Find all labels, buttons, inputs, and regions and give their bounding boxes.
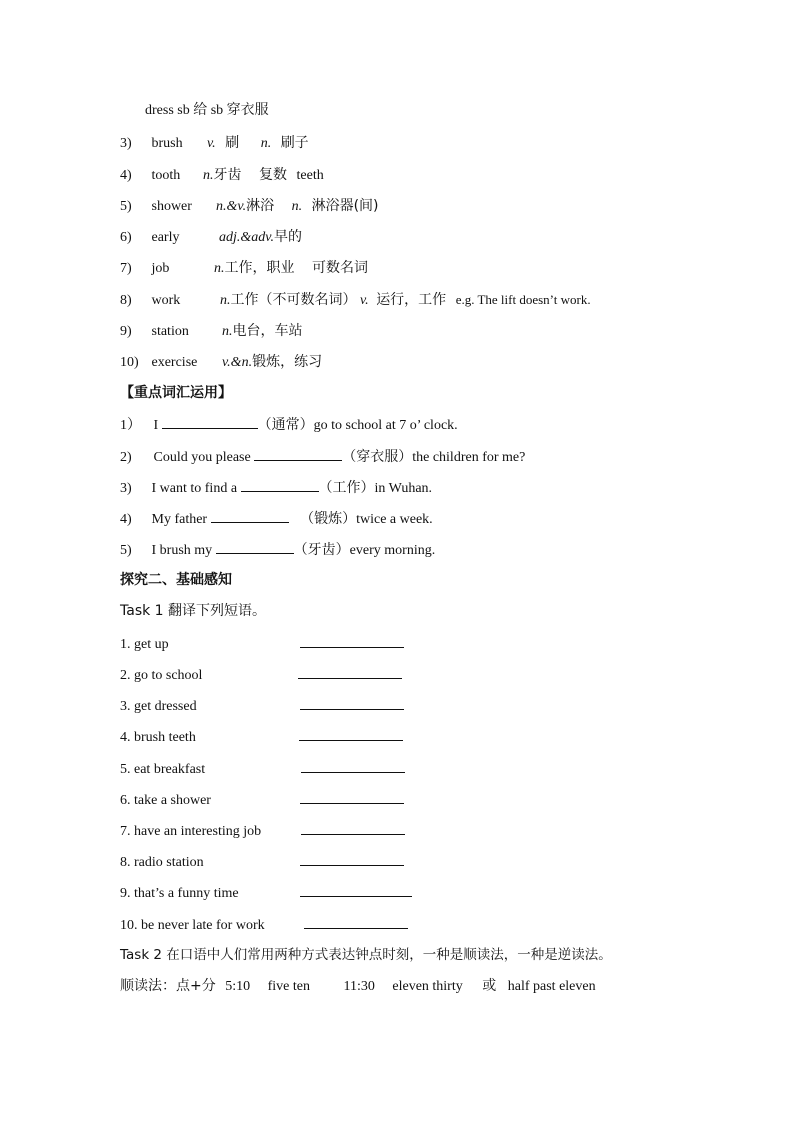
part-of-speech: n. <box>220 293 231 308</box>
vocab-word: exercise <box>151 355 198 370</box>
sentence-end: every morning. <box>349 543 436 558</box>
section-heading: 探究二、基础感知 <box>120 572 232 588</box>
hint: （穿衣服） <box>342 449 413 465</box>
answer-blank[interactable] <box>298 664 402 679</box>
answer-blank[interactable] <box>241 477 319 492</box>
phrase-text: 1. get up <box>120 637 169 652</box>
meaning: 淋浴 <box>246 198 275 214</box>
example-sentence: e.g. The lift doesn’t work. <box>455 292 591 307</box>
vocab-item-station <box>120 321 303 342</box>
vocab-item-job <box>120 258 368 279</box>
item-number: 4) <box>120 168 132 183</box>
sentence-start: I brush my <box>151 543 213 558</box>
plural-form: teeth <box>296 168 324 183</box>
example-time: 5:10 <box>225 979 251 994</box>
answer-blank[interactable] <box>300 789 404 804</box>
phrase-text: 9. that’s a funny time <box>120 886 239 901</box>
vocab-word: station <box>151 324 189 339</box>
sentence-end: twice a week. <box>356 512 433 527</box>
meaning: 刷子 <box>280 135 309 151</box>
sentence-end: go to school at 7 o’ clock. <box>313 418 458 433</box>
example-reading-alt: half past eleven <box>507 979 596 994</box>
item-number: 2) <box>120 450 132 465</box>
phrase-text: 6. take a shower <box>120 793 211 808</box>
vocab-word: tooth <box>151 168 181 183</box>
sentence-start: My father <box>151 512 208 527</box>
item-number: 3) <box>120 481 132 496</box>
phrase-row <box>120 726 403 748</box>
part-of-speech: n. <box>260 136 272 151</box>
phrase-text: 2. go to school <box>120 668 203 683</box>
item-number: 4) <box>120 512 132 527</box>
item-number: 7) <box>120 261 132 276</box>
phrase-text: 10. be never late for work <box>120 918 265 933</box>
usage-item-5 <box>120 539 435 561</box>
meaning: 牙齿 <box>213 167 242 183</box>
vocab-word: job <box>151 261 170 276</box>
usage-heading: 【重点词汇运用】 <box>120 385 232 401</box>
phrase-row <box>120 914 408 936</box>
phrase-row <box>120 695 404 717</box>
usage-item-2 <box>120 446 525 468</box>
answer-blank[interactable] <box>162 414 258 429</box>
usage-item-4 <box>120 508 433 530</box>
meaning: 刷 <box>225 135 240 151</box>
item-number: 10) <box>120 355 139 370</box>
part-of-speech: v. <box>207 136 216 151</box>
answer-blank[interactable] <box>300 882 412 897</box>
meaning: 锻炼，练习 <box>252 354 323 370</box>
sentence-start: I want to find a <box>151 481 238 496</box>
phrase-row <box>120 633 404 655</box>
phrase-row <box>120 789 404 811</box>
task1-title: Task 1 翻译下列短语。 <box>120 603 267 619</box>
phrase-text: 5. eat breakfast <box>120 762 206 777</box>
sentence-end: the children for me? <box>412 450 526 465</box>
dress-note <box>145 101 269 121</box>
vocab-word: early <box>151 230 180 245</box>
task2-instruction: Task 2 在口语中人们常用两种方式表达钟点时刻，一种是顺读法，一种是逆读法。 <box>120 947 612 963</box>
vocab-word: brush <box>151 136 183 151</box>
dress-note-text: dress sb 给 sb 穿衣服 <box>145 103 269 118</box>
phrase-row <box>120 664 402 686</box>
item-number: 5) <box>120 543 132 558</box>
item-number: 3) <box>120 136 132 151</box>
meaning: 电台，车站 <box>232 323 303 339</box>
vocab-item-tooth <box>120 165 324 186</box>
vocab-word: shower <box>151 199 192 214</box>
order-reading-line <box>120 976 596 997</box>
order-label: 顺读法：点+分 <box>120 978 216 994</box>
vocab-item-work <box>120 290 591 311</box>
item-number: 9) <box>120 324 132 339</box>
part-of-speech: n. <box>203 168 214 183</box>
meaning: 工作（不可数名词） <box>230 292 357 308</box>
plural-label: 复数 <box>259 167 287 183</box>
vocab-item-exercise <box>120 352 322 373</box>
phrase-row <box>120 851 404 873</box>
hint: （牙齿） <box>293 542 350 558</box>
part-of-speech: v. <box>360 293 369 308</box>
hint: （工作） <box>318 480 375 496</box>
example-time: 11:30 <box>343 979 375 994</box>
example-reading: five ten <box>267 979 310 994</box>
answer-blank[interactable] <box>300 851 404 866</box>
answer-blank[interactable] <box>299 726 403 741</box>
answer-blank[interactable] <box>301 758 405 773</box>
vocab-item-shower <box>120 196 379 217</box>
phrase-text: 7. have an interesting job <box>120 824 262 839</box>
part-of-speech: adj.&adv. <box>219 230 274 245</box>
answer-blank[interactable] <box>300 695 404 710</box>
phrase-text: 4. brush teeth <box>120 730 196 745</box>
item-number: 1） <box>120 418 141 433</box>
meaning: 早的 <box>273 229 302 245</box>
answer-blank[interactable] <box>304 914 408 929</box>
sentence-start: Could you please <box>153 450 251 465</box>
phrase-row <box>120 882 412 904</box>
phrase-text: 3. get dressed <box>120 699 197 714</box>
item-number: 8) <box>120 293 132 308</box>
phrase-row <box>120 758 405 780</box>
sentence-start: I <box>153 418 159 433</box>
note: 可数名词 <box>312 260 368 276</box>
phrase-row <box>120 820 405 842</box>
hint: （锻炼） <box>300 511 357 527</box>
sentence-end: in Wuhan. <box>374 481 433 496</box>
answer-blank[interactable] <box>301 820 405 835</box>
usage-item-3 <box>120 477 432 499</box>
vocab-item-brush <box>120 133 309 154</box>
part-of-speech: n. <box>291 199 303 214</box>
hint: （通常） <box>257 417 314 433</box>
vocab-item-early <box>120 227 302 248</box>
answer-blank[interactable] <box>300 633 404 648</box>
answer-blank[interactable] <box>216 539 294 554</box>
usage-item-1 <box>120 414 458 436</box>
item-number: 6) <box>120 230 132 245</box>
meaning: 运行，工作 <box>376 292 447 308</box>
meaning: 淋浴器(间) <box>311 198 379 214</box>
part-of-speech: n. <box>214 261 225 276</box>
part-of-speech: n. <box>222 324 233 339</box>
item-number: 5) <box>120 199 132 214</box>
example-reading: eleven thirty <box>392 979 463 994</box>
answer-blank[interactable] <box>254 446 342 461</box>
answer-blank[interactable] <box>211 508 289 523</box>
meaning: 工作，职业 <box>224 260 295 276</box>
vocab-word: work <box>151 293 181 308</box>
phrase-text: 8. radio station <box>120 855 204 870</box>
part-of-speech: v.&n. <box>222 355 253 370</box>
part-of-speech: n.&v. <box>216 199 247 214</box>
or-label: 或 <box>482 978 497 994</box>
